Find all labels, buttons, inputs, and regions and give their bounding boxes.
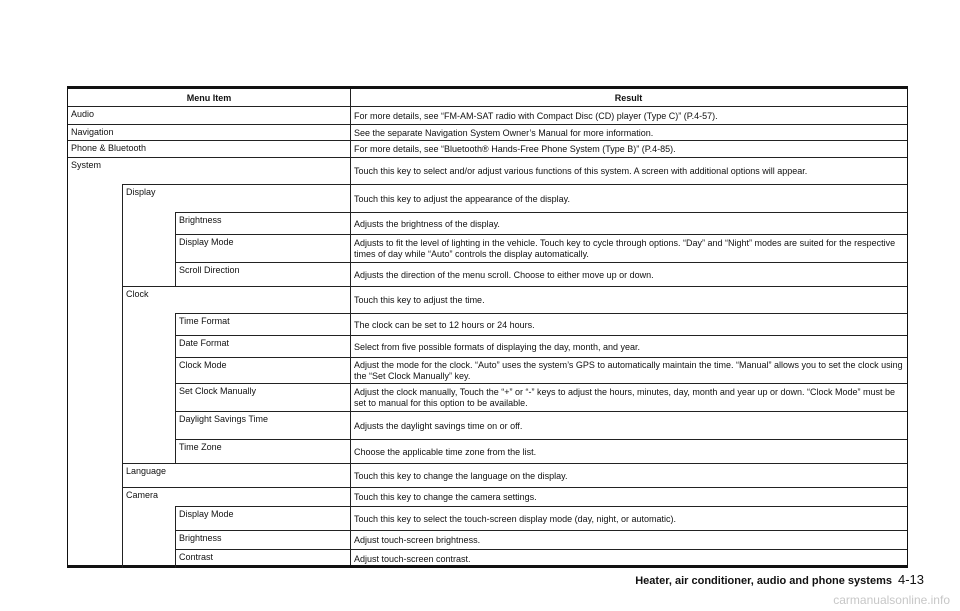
menu-item-result: See the separate Navigation System Owner’s Manual for more information. [354,127,654,138]
menu-item-result: Touch this key to change the language on the display. [354,470,568,481]
watermark: carmanualsonline.info [833,593,950,607]
table-row [175,212,907,235]
table-row [68,124,907,141]
table-row [175,439,907,464]
menu-item-label: Daylight Savings Time [179,414,269,424]
menu-item-result: Touch this key to change the camera settings. [354,492,537,502]
menu-item-label: System [71,160,102,170]
menu-item-label: Display Mode [179,509,234,519]
menu-item-label: Clock Mode [179,360,227,370]
menu-item-result: Touch this key to adjust the appearance of the display. [354,193,570,204]
table-row [175,313,907,336]
table-row [175,530,907,550]
menu-table [67,86,908,568]
menu-item-result: The clock can be set to 12 hours or 24 hours. [354,319,535,330]
menu-item-result: For more details, see “Bluetooth® Hands-Free Phone System (Type B)” (P.4-85). [354,144,676,154]
table-row [68,140,907,158]
menu-item-label: Phone & Bluetooth [71,143,147,153]
table-row [122,184,907,213]
menu-item-label: Language [126,466,167,476]
table-row [175,549,907,569]
table-row [175,335,907,358]
indent-line-level2 [175,313,176,463]
table-row [175,357,907,384]
menu-item-label: Brightness [179,215,222,225]
menu-item-label: Scroll Direction [179,265,240,275]
table-row [175,506,907,531]
menu-item-label: Clock [126,289,149,299]
menu-item-result: Touch this key to adjust the time. [354,295,485,305]
table-row [175,234,907,263]
menu-item-result: For more details, see “FM-AM-SAT radio with Compact Disc (CD) player (Type C)” (P.4-57). [354,110,718,121]
menu-item-label: Navigation [71,127,114,137]
section-title: Heater, air conditioner, audio and phone systems [635,575,892,587]
menu-item-label: Audio [71,109,95,119]
menu-item-label: Contrast [179,552,214,562]
menu-item-result: Adjusts the daylight savings time on or off. [354,420,523,431]
menu-item-result: Adjust the mode for the clock. “Auto” uses the system’s GPS to automatically maintain the time. “Manual” allows you to set the clock using the “Set Clock Manually” key. [354,360,903,381]
menu-item-result: Select from five possible formats of displaying the day, month, and year. [354,341,640,352]
table-row [175,262,907,287]
indent-line-level2 [175,212,176,286]
menu-item-result: Touch this key to select and/or adjust various functions of this system. A screen with additional options will appear. [354,166,808,176]
menu-item-result: Touch this key to select the touch-screen display mode (day, night, or automatic). [354,513,676,524]
menu-item-result: Adjust the clock manually, Touch the “+” or “-” keys to adjust the hours, minutes, day, month and year up or down. “Clock Mode” must be set to manual for this option to be available. [354,387,896,408]
table-row [68,157,907,185]
indent-line-level2 [175,506,176,568]
table-row [122,286,907,314]
indent-line-level1 [122,184,123,568]
table-row [122,463,907,488]
menu-item-result: Adjusts the direction of the menu scroll. Choose to either move up or down. [354,269,654,280]
table-row [68,106,907,125]
menu-item-result: Adjust touch-screen contrast. [354,554,471,564]
table-row [122,487,907,507]
menu-item-label: Time Format [179,316,230,326]
menu-item-label: Camera [126,490,159,500]
menu-item-label: Time Zone [179,442,222,452]
page-number: 4-13 [897,572,924,587]
menu-item-label: Brightness [179,533,222,543]
menu-item-result: Adjust touch-screen brightness. [354,535,481,545]
header-result: Result [614,93,643,103]
menu-item-result: Adjusts to fit the level of lighting in the vehicle. Touch key to cycle through options. “Day” and “Night” modes are suited for the respective times of day while “Auto” controls the display automatically. [354,238,896,259]
menu-item-result: Adjusts the brightness of the display. [354,218,500,229]
menu-item-label: Set Clock Manually [179,386,257,396]
table-row [175,383,907,412]
table-row [175,411,907,440]
page-footer [635,572,924,587]
menu-item-label: Display [126,187,156,197]
header-menu-item: Menu Item [186,93,232,103]
menu-item-label: Display Mode [179,237,234,247]
table-header [68,89,907,106]
menu-item-label: Date Format [179,338,230,348]
menu-item-result: Choose the applicable time zone from the list. [354,446,537,457]
